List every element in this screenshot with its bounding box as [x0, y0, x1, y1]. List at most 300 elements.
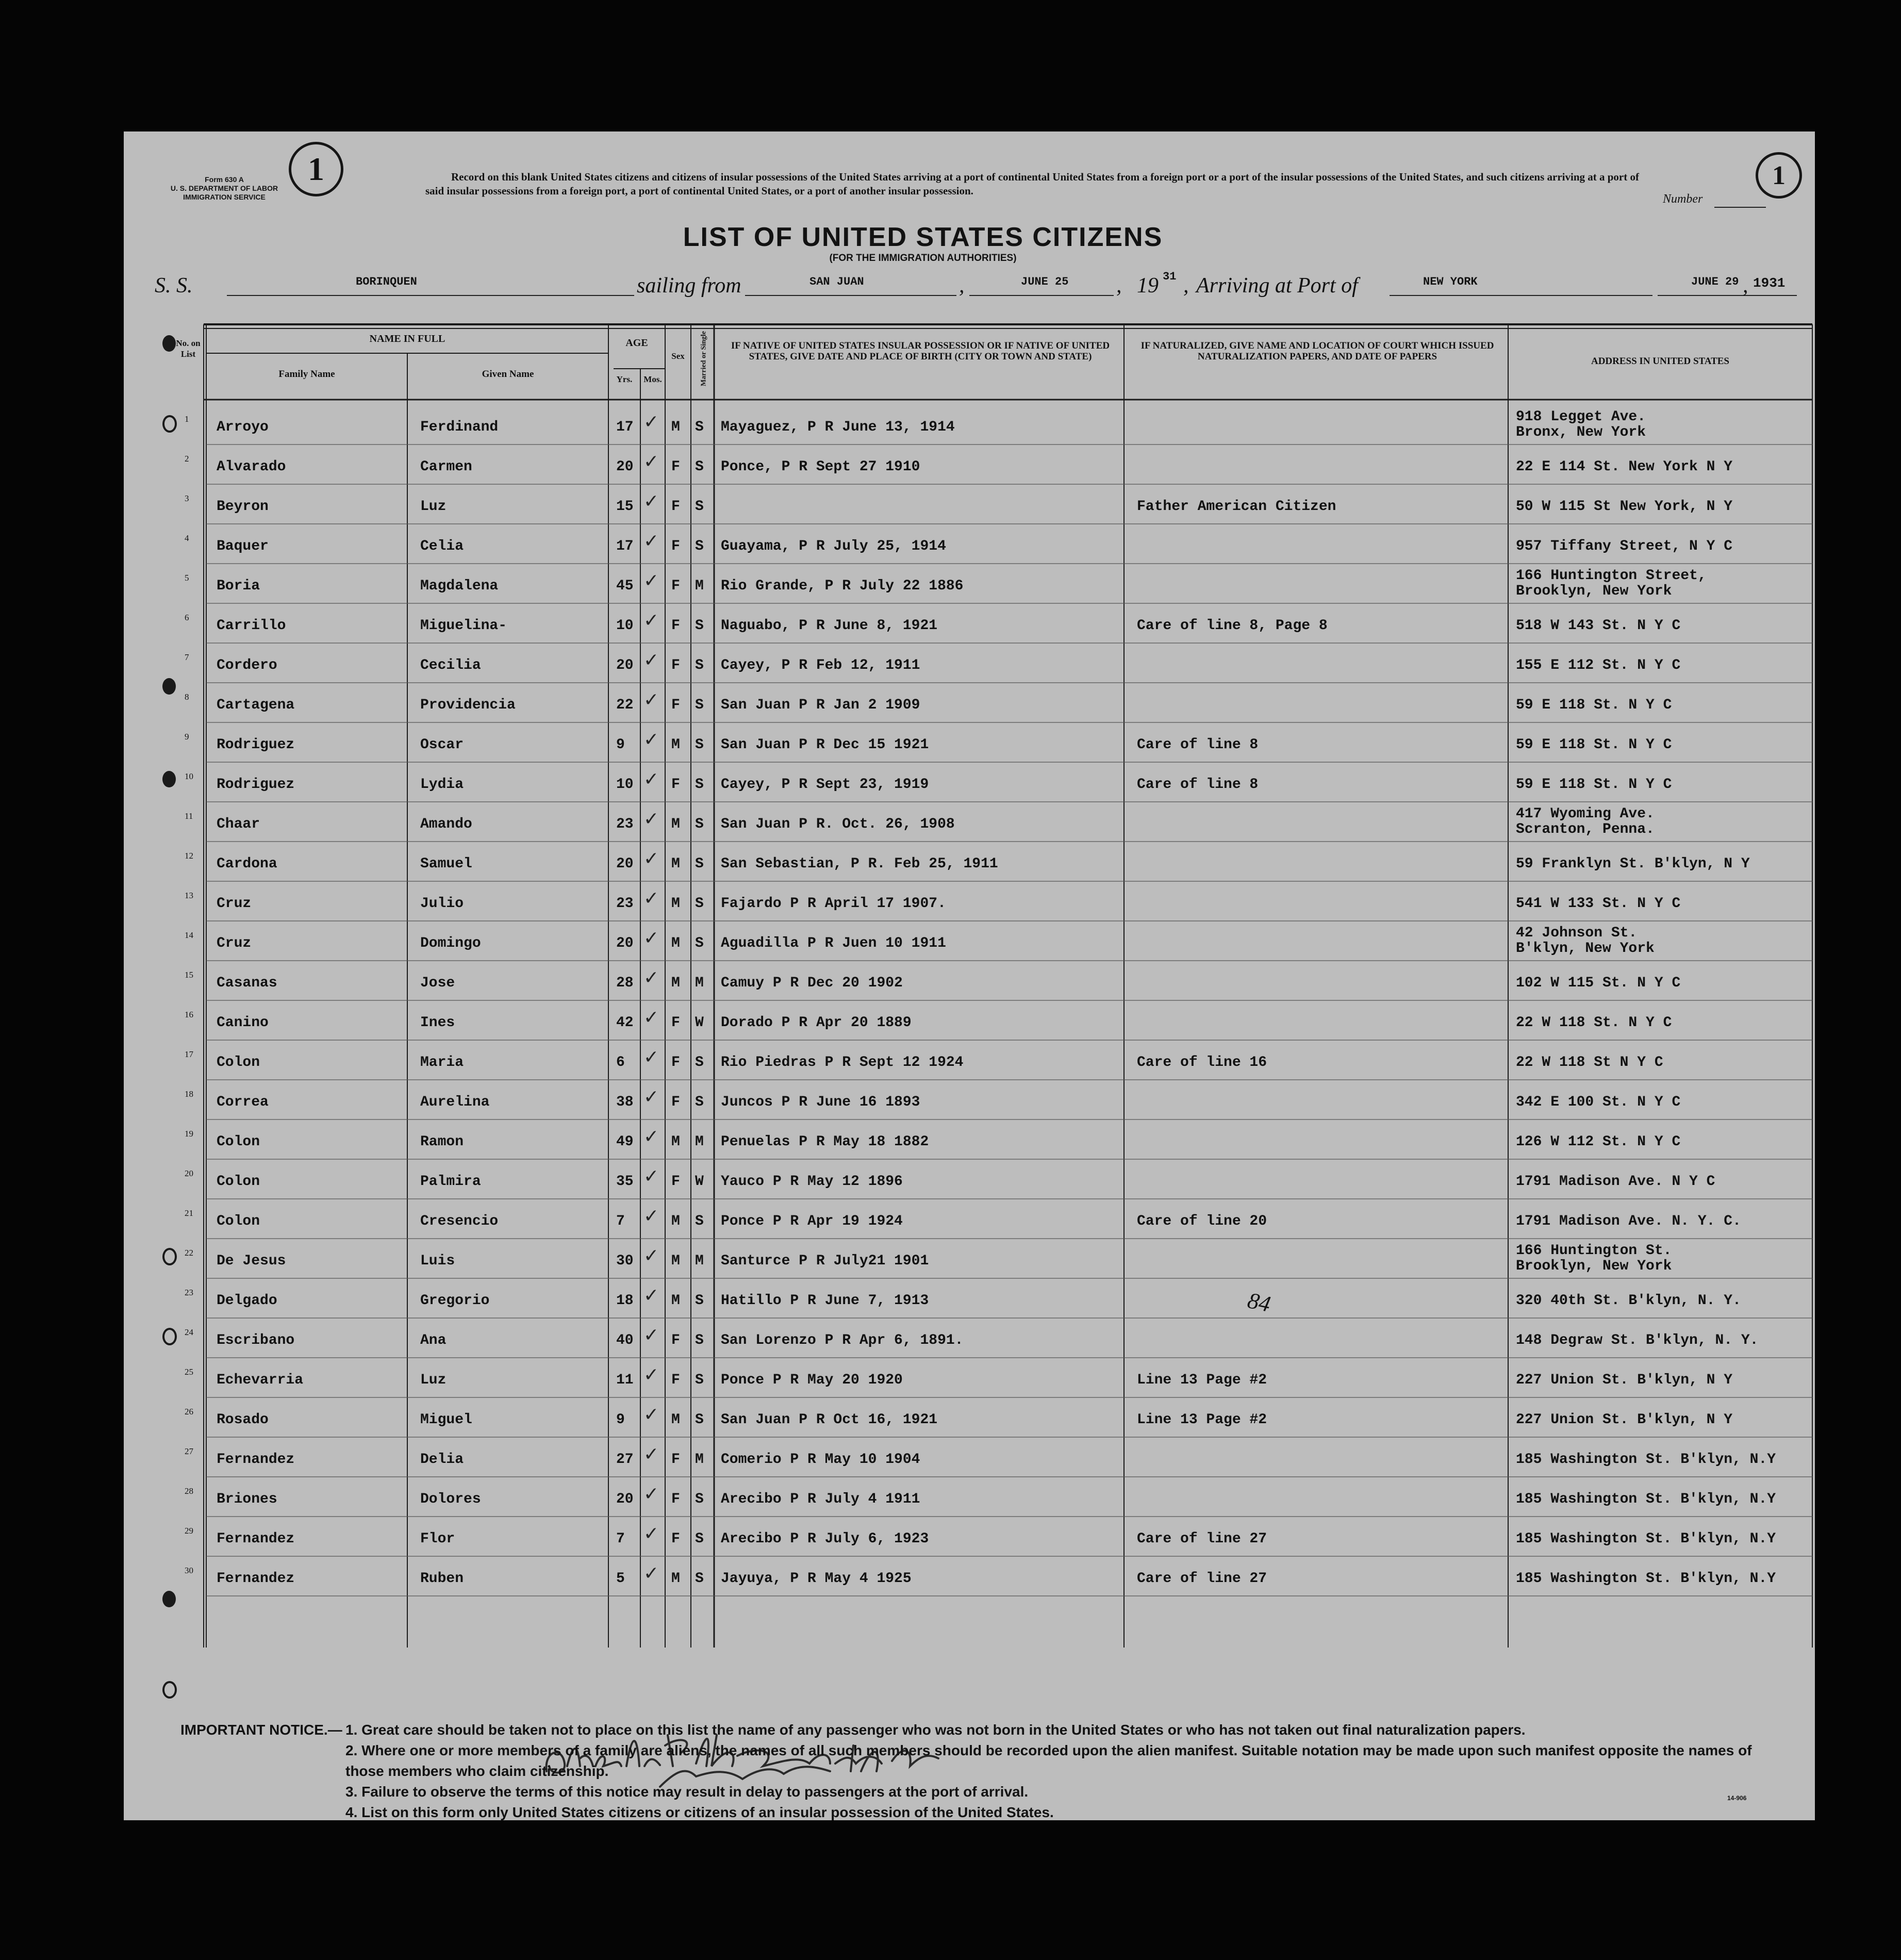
sex: M	[671, 1253, 680, 1269]
line-number: 1	[185, 414, 189, 424]
header-married-or-single: Married or Single	[700, 331, 708, 387]
department-name: U. S. DEPARTMENT OF LABOR	[170, 184, 278, 192]
age-months-check: ✓	[643, 451, 659, 472]
line-number: 8	[185, 692, 189, 702]
sex: F	[671, 578, 680, 594]
family-name: Fernandez	[217, 1531, 295, 1547]
address-line-1: 42 Johnson St.	[1516, 925, 1638, 941]
age-months-check: ✓	[643, 1046, 659, 1067]
family-name: Chaar	[217, 816, 260, 832]
notice-lead: IMPORTANT NOTICE.—	[180, 1722, 342, 1738]
age-months-check: ✓	[643, 411, 659, 432]
family-name: Cartagena	[217, 697, 295, 713]
family-name: Colon	[217, 1055, 260, 1070]
marital-status: S	[695, 1491, 704, 1507]
family-name: Briones	[217, 1491, 277, 1507]
form-print-code: 14-906	[1727, 1794, 1747, 1802]
sex: M	[671, 737, 680, 753]
family-name: Cruz	[217, 896, 252, 912]
naturalization-note: Care of line 20	[1137, 1213, 1267, 1229]
age-years: 20	[616, 935, 634, 951]
address: 155 E 112 St. N Y C	[1516, 657, 1681, 673]
age-years: 5	[616, 1571, 625, 1587]
address: 1791 Madison Ave. N Y C	[1516, 1174, 1715, 1190]
given-name: Luz	[420, 1372, 447, 1388]
line-number: 9	[185, 732, 189, 742]
family-name: Colon	[217, 1174, 260, 1190]
address-line-2: Brooklyn, New York	[1516, 1258, 1672, 1274]
marital-status: S	[695, 459, 704, 475]
header-no-on-list: No. on List	[176, 338, 201, 359]
address: 50 W 115 St New York, N Y	[1516, 499, 1733, 515]
age-years: 30	[616, 1253, 634, 1269]
line-number: 3	[185, 493, 189, 503]
family-name: Rodriguez	[217, 737, 295, 753]
notice-item-2: 2. Where one or more members of a family are aliens, the names of all such members should be recorded upon the alien manifest. Suitable notation may be made upon such manifest opposite the names of those members who claim citizenship.	[345, 1742, 1752, 1779]
family-name: Baquer	[217, 538, 269, 554]
family-name: De Jesus	[217, 1253, 286, 1269]
address: 518 W 143 St. N Y C	[1516, 618, 1681, 634]
address: 102 W 115 St. N Y C	[1516, 975, 1681, 991]
line-number: 30	[185, 1566, 193, 1575]
age-years: 11	[616, 1372, 634, 1388]
sex: F	[671, 1015, 680, 1031]
year-prefix: 19	[1137, 274, 1159, 298]
form-number: Form 630 A	[205, 175, 244, 184]
family-name: Boria	[217, 578, 260, 594]
address-line-2: Bronx, New York	[1516, 424, 1646, 440]
naturalization-note: Care of line 8, Page 8	[1137, 618, 1328, 634]
age-years: 10	[616, 777, 634, 793]
sex: F	[671, 697, 680, 713]
birth-place-date: San Juan P R Oct 16, 1921	[721, 1412, 938, 1428]
given-name: Carmen	[420, 459, 472, 475]
address: 541 W 133 St. N Y C	[1516, 896, 1681, 912]
marital-status: S	[695, 1412, 704, 1428]
marital-status: M	[695, 1452, 704, 1468]
given-name: Celia	[420, 538, 464, 554]
address: 185 Washington St. B'klyn, N.Y	[1516, 1531, 1776, 1547]
family-name: Echevarria	[217, 1372, 304, 1388]
address: 227 Union St. B'klyn, N Y	[1516, 1412, 1733, 1428]
age-years: 10	[616, 618, 634, 634]
line-number: 14	[185, 930, 193, 940]
birth-place-date: Camuy P R Dec 20 1902	[721, 975, 903, 991]
sex: M	[671, 896, 680, 912]
address: 185 Washington St. B'klyn, N.Y	[1516, 1491, 1776, 1507]
age-years: 20	[616, 856, 634, 872]
given-name: Julio	[420, 896, 464, 912]
family-name: Correa	[217, 1094, 269, 1110]
age-years: 27	[616, 1452, 634, 1468]
header-birth-place: IF NATIVE OF UNITED STATES INSULAR POSSESSION OR IF NATIVE OF UNITED STATES, GIVE DATE AND PLACE OF BIRTH (CITY OR TOWN AND STATE)	[731, 340, 1110, 362]
line-number: 23	[185, 1288, 193, 1297]
marital-status: S	[695, 1293, 704, 1309]
line-number: 20	[185, 1168, 193, 1178]
given-name: Samuel	[420, 856, 472, 872]
sex: F	[671, 657, 680, 673]
marital-status: S	[695, 538, 704, 554]
marital-status: S	[695, 1571, 704, 1587]
birth-place-date: Ponce P R Apr 19 1924	[721, 1213, 903, 1229]
birth-place-date: San Juan P R Dec 15 1921	[721, 737, 929, 753]
naturalization-note: Care of line 8	[1137, 737, 1259, 753]
birth-place-date: Cayey, P R Sept 23, 1919	[721, 777, 929, 793]
naturalization-note: Line 13 Page #2	[1137, 1412, 1267, 1428]
sex: M	[671, 1134, 680, 1150]
punch-hole	[162, 1328, 177, 1345]
marital-status: S	[695, 1055, 704, 1070]
birth-place-date: Arecibo P R July 6, 1923	[721, 1531, 929, 1547]
age-months-check: ✓	[643, 1205, 659, 1226]
given-name: Delia	[420, 1452, 464, 1468]
important-notice	[180, 1720, 1779, 1823]
line-number: 2	[185, 454, 189, 464]
marital-status: S	[695, 499, 704, 515]
age-months-check: ✓	[643, 729, 659, 750]
sex: F	[671, 1372, 680, 1388]
line-number: 6	[185, 613, 189, 622]
given-name: Ruben	[420, 1571, 464, 1587]
header-sex: Sex	[671, 351, 685, 361]
sex: F	[671, 1094, 680, 1110]
address: 1791 Madison Ave. N. Y. C.	[1516, 1213, 1741, 1229]
naturalization-note: Care of line 8	[1137, 777, 1259, 793]
instructions-paragraph: Record on this blank United States citizens and citizens of insular possessions of the United States arriving at a port of continental United States from a foreign port or a port of the insular possessions of the United States, and such citizens arriving at a port of said insular possessions from a foreign port, a port of continental United States, or a port of another insular possession.	[425, 171, 1639, 197]
ss-label: S. S.	[155, 274, 193, 298]
sex: M	[671, 975, 680, 991]
address: 59 E 118 St. N Y C	[1516, 777, 1672, 793]
age-months-check: ✓	[643, 768, 659, 789]
age-months-check: ✓	[643, 610, 659, 631]
age-months-check: ✓	[643, 1523, 659, 1544]
age-years: 22	[616, 697, 634, 713]
family-name: Arroyo	[217, 419, 269, 435]
marital-status: S	[695, 816, 704, 832]
birth-place-date: Rio Piedras P R Sept 12 1924	[721, 1055, 964, 1070]
punch-hole	[162, 1681, 177, 1699]
sex: M	[671, 856, 680, 872]
age-months-check: ✓	[643, 927, 659, 948]
line-number: 10	[185, 771, 193, 781]
sex: F	[671, 1332, 680, 1348]
line-number: 15	[185, 970, 193, 980]
sex: M	[671, 1213, 680, 1229]
age-years: 9	[616, 737, 625, 753]
address: 22 E 114 St. New York N Y	[1516, 459, 1733, 475]
family-name: Beyron	[217, 499, 269, 515]
manifest-sheet	[124, 131, 1815, 1820]
punch-hole	[162, 678, 176, 695]
line-number: 21	[185, 1208, 193, 1218]
age-months-check: ✓	[643, 689, 659, 710]
marital-status: S	[695, 737, 704, 753]
marital-status: M	[695, 1134, 704, 1150]
address: 59 E 118 St. N Y C	[1516, 697, 1672, 713]
marital-status: S	[695, 1094, 704, 1110]
birth-place-date: Comerio P R May 10 1904	[721, 1452, 920, 1468]
given-name: Cresencio	[420, 1213, 499, 1229]
punch-hole	[162, 1248, 177, 1265]
sex: M	[671, 419, 680, 435]
age-months-check: ✓	[643, 1007, 659, 1028]
age-years: 6	[616, 1055, 625, 1070]
address-line-1: 166 Huntington Street,	[1516, 568, 1707, 584]
given-name: Ramon	[420, 1134, 464, 1150]
marital-status: S	[695, 419, 704, 435]
age-months-check: ✓	[643, 967, 659, 988]
family-name: Delgado	[217, 1293, 277, 1309]
line-number: 28	[185, 1486, 193, 1496]
sex: F	[671, 777, 680, 793]
sex: F	[671, 1531, 680, 1547]
line-number: 12	[185, 851, 193, 861]
marital-status: W	[695, 1174, 704, 1190]
naturalization-note: Line 13 Page #2	[1137, 1372, 1267, 1388]
family-name: Rosado	[217, 1412, 269, 1428]
age-years: 17	[616, 419, 634, 435]
sex: M	[671, 1571, 680, 1587]
naturalization-note: Care of line 27	[1137, 1571, 1267, 1587]
birth-place-date: Rio Grande, P R July 22 1886	[721, 578, 964, 594]
address-line-1: 166 Huntington St.	[1516, 1243, 1672, 1259]
address: 957 Tiffany Street, N Y C	[1516, 538, 1733, 554]
line-number: 24	[185, 1327, 193, 1337]
family-name: Carrillo	[217, 618, 286, 634]
given-name: Cecilia	[420, 657, 481, 673]
age-years: 40	[616, 1332, 634, 1348]
address: 126 W 112 St. N Y C	[1516, 1134, 1681, 1150]
line-number: 11	[185, 811, 193, 821]
family-name: Colon	[217, 1213, 260, 1229]
line-number: 17	[185, 1049, 193, 1059]
address: 342 E 100 St. N Y C	[1516, 1094, 1681, 1110]
birth-place-date: San Juan P R. Oct. 26, 1908	[721, 816, 955, 832]
header-age-years: Yrs.	[616, 374, 633, 384]
birth-place-date: Fajardo P R April 17 1907.	[721, 896, 946, 912]
sex: F	[671, 1174, 680, 1190]
arrival-year: 1931	[1753, 275, 1786, 291]
given-name: Gregorio	[420, 1293, 490, 1309]
given-name: Domingo	[420, 935, 481, 951]
given-name: Ines	[420, 1015, 455, 1031]
line-number: 26	[185, 1407, 193, 1417]
marital-status: S	[695, 1372, 704, 1388]
naturalization-note: Father American Citizen	[1137, 499, 1336, 515]
departure-date: JUNE 25	[1021, 275, 1069, 288]
family-name: Colon	[217, 1134, 260, 1150]
page-subtitle: (FOR THE IMMIGRATION AUTHORITIES)	[829, 253, 1017, 263]
family-name: Rodriguez	[217, 777, 295, 793]
birth-place-date: Aguadilla P R Juen 10 1911	[721, 935, 946, 951]
age-months-check: ✓	[643, 1284, 659, 1306]
given-name: Miguel	[420, 1412, 472, 1428]
age-years: 23	[616, 896, 634, 912]
age-years: 7	[616, 1213, 625, 1229]
family-name: Casanas	[217, 975, 277, 991]
birth-place-date: Mayaguez, P R June 13, 1914	[721, 419, 955, 435]
page-title: LIST OF UNITED STATES CITIZENS	[683, 222, 1163, 252]
line-number: 16	[185, 1010, 193, 1019]
address: 320 40th St. B'klyn, N. Y.	[1516, 1293, 1741, 1309]
notice-item-1: IMPORTANT NOTICE.— 1. Great care should be taken not to place on this list the name of any passenger who was not born in the United States or who has not taken out final naturalization papers.	[180, 1720, 1779, 1740]
header-given-name: Given Name	[482, 369, 534, 380]
age-years: 20	[616, 657, 634, 673]
family-name: Fernandez	[217, 1452, 295, 1468]
address-line-1: 417 Wyoming Ave.	[1516, 806, 1655, 822]
age-months-check: ✓	[643, 1165, 659, 1187]
sex: F	[671, 1452, 680, 1468]
voyage-line: S. S. BORINQUEN sailing from SAN JUAN , JUNE 25 , 19 31 , Arriving at Port of NEW YORK JUNE 29 , 1931	[155, 273, 1805, 304]
sex: F	[671, 618, 680, 634]
age-years: 45	[616, 578, 634, 594]
marital-status: S	[695, 777, 704, 793]
marital-status: S	[695, 1332, 704, 1348]
number-label: Number	[1663, 192, 1703, 206]
line-number: 4	[185, 533, 189, 543]
birth-place-date: Jayuya, P R May 4 1925	[721, 1571, 912, 1587]
address: 59 Franklyn St. B'klyn, N Y	[1516, 856, 1750, 872]
given-name: Oscar	[420, 737, 464, 753]
header-naturalization: IF NATURALIZED, GIVE NAME AND LOCATION OF COURT WHICH ISSUED NATURALIZATION PAPERS, AND DATE OF PAPERS	[1140, 340, 1494, 362]
birth-place-date: Juncos P R June 16 1893	[721, 1094, 920, 1110]
line-number: 22	[185, 1248, 193, 1258]
family-name: Fernandez	[217, 1571, 295, 1587]
birth-place-date: Hatillo P R June 7, 1913	[721, 1293, 929, 1309]
sex: M	[671, 1412, 680, 1428]
line-number: 29	[185, 1526, 193, 1536]
age-months-check: ✓	[643, 570, 659, 591]
address: 185 Washington St. B'klyn, N.Y	[1516, 1452, 1776, 1468]
marital-status: M	[695, 975, 704, 991]
marital-status: S	[695, 1531, 704, 1547]
address: 148 Degraw St. B'klyn, N. Y.	[1516, 1332, 1759, 1348]
address: 22 W 118 St. N Y C	[1516, 1015, 1672, 1031]
margin-annotation: 84	[1245, 1287, 1273, 1317]
age-months-check: ✓	[643, 887, 659, 909]
given-name: Dolores	[420, 1491, 481, 1507]
punch-hole	[162, 335, 176, 352]
line-number: 5	[185, 573, 189, 583]
line-number: 25	[185, 1367, 193, 1377]
given-name: Flor	[420, 1531, 455, 1547]
given-name: Maria	[420, 1055, 464, 1070]
age-months-check: ✓	[643, 1086, 659, 1107]
birth-place-date: San Lorenzo P R Apr 6, 1891.	[721, 1332, 964, 1348]
age-years: 15	[616, 499, 634, 515]
age-years: 17	[616, 538, 634, 554]
given-name: Miguelina-	[420, 618, 507, 634]
given-name: Lydia	[420, 777, 464, 793]
ship-name: BORINQUEN	[356, 275, 417, 288]
age-months-check: ✓	[643, 1562, 659, 1584]
header-age: AGE	[625, 337, 648, 349]
address: 22 W 118 St N Y C	[1516, 1055, 1663, 1070]
age-years: 38	[616, 1094, 634, 1110]
family-name: Escribano	[217, 1332, 295, 1348]
sex: M	[671, 935, 680, 951]
line-number: 19	[185, 1129, 193, 1139]
family-name: Canino	[217, 1015, 269, 1031]
address: 59 E 118 St. N Y C	[1516, 737, 1672, 753]
line-number: 27	[185, 1446, 193, 1456]
header-age-months: Mos.	[643, 374, 662, 384]
age-months-check: ✓	[643, 1404, 659, 1425]
header-family-name: Family Name	[278, 369, 335, 380]
line-number: 7	[185, 652, 189, 662]
given-name: Luis	[420, 1253, 455, 1269]
birth-place-date: Ponce P R May 20 1920	[721, 1372, 903, 1388]
given-name: Aurelina	[420, 1094, 490, 1110]
age-years: 23	[616, 816, 634, 832]
sex: M	[671, 816, 680, 832]
notice-item-4: 4. List on this form only United States citizens or citizens of an insular possession of the United States.	[345, 1804, 1054, 1820]
marital-status: M	[695, 578, 704, 594]
age-years: 9	[616, 1412, 625, 1428]
sex: M	[671, 1293, 680, 1309]
header-name-in-full: NAME IN FULL	[369, 333, 445, 344]
naturalization-note: Care of line 27	[1137, 1531, 1267, 1547]
address-line-2: B'klyn, New York	[1516, 941, 1655, 957]
age-months-check: ✓	[643, 649, 659, 670]
marital-status: W	[695, 1015, 704, 1031]
birth-place-date: Naguabo, P R June 8, 1921	[721, 618, 938, 634]
age-years: 20	[616, 459, 634, 475]
sex: F	[671, 538, 680, 554]
age-months-check: ✓	[643, 1126, 659, 1147]
marital-status: S	[695, 935, 704, 951]
age-years: 18	[616, 1293, 634, 1309]
sex: F	[671, 499, 680, 515]
address: 227 Union St. B'klyn, N Y	[1516, 1372, 1733, 1388]
address-line-2: Scranton, Penna.	[1516, 821, 1655, 837]
birth-place-date: Cayey, P R Feb 12, 1911	[721, 657, 920, 673]
birth-place-date: San Juan P R Jan 2 1909	[721, 697, 920, 713]
address-line-1: 918 Legget Ave.	[1516, 409, 1646, 425]
given-name: Ana	[420, 1332, 447, 1348]
given-name: Magdalena	[420, 578, 499, 594]
address: 185 Washington St. B'klyn, N.Y	[1516, 1571, 1776, 1587]
birth-place-date: Ponce, P R Sept 27 1910	[721, 459, 920, 475]
birth-place-date: Dorado P R Apr 20 1889	[721, 1015, 912, 1031]
birth-place-date: San Sebastian, P R. Feb 25, 1911	[721, 856, 998, 872]
age-months-check: ✓	[643, 1364, 659, 1385]
sailing-from-label: sailing from	[637, 274, 741, 298]
age-months-check: ✓	[643, 848, 659, 869]
given-name: Amando	[420, 816, 472, 832]
birth-place-date: Arecibo P R July 4 1911	[721, 1491, 920, 1507]
marital-status: S	[695, 1213, 704, 1229]
age-months-check: ✓	[643, 1443, 659, 1464]
birth-place-date: Yauco P R May 12 1896	[721, 1174, 903, 1190]
family-name: Cruz	[217, 935, 252, 951]
sex: F	[671, 459, 680, 475]
marital-status: S	[695, 697, 704, 713]
arrival-date: JUNE 29	[1691, 275, 1739, 288]
punch-hole	[162, 771, 176, 787]
given-name: Providencia	[420, 697, 516, 713]
notice-item-3: 3. Failure to observe the terms of this notice may result in delay to passengers at the port of arrival.	[345, 1784, 1029, 1800]
naturalization-note: Care of line 16	[1137, 1055, 1267, 1070]
address-line-2: Brooklyn, New York	[1516, 583, 1672, 599]
arrival-port: NEW YORK	[1423, 275, 1478, 288]
circled-sheet-number: 1	[289, 142, 343, 196]
age-months-check: ✓	[643, 1245, 659, 1266]
marital-status: M	[695, 1253, 704, 1269]
marital-status: S	[695, 896, 704, 912]
age-months-check: ✓	[643, 490, 659, 512]
age-years: 35	[616, 1174, 634, 1190]
